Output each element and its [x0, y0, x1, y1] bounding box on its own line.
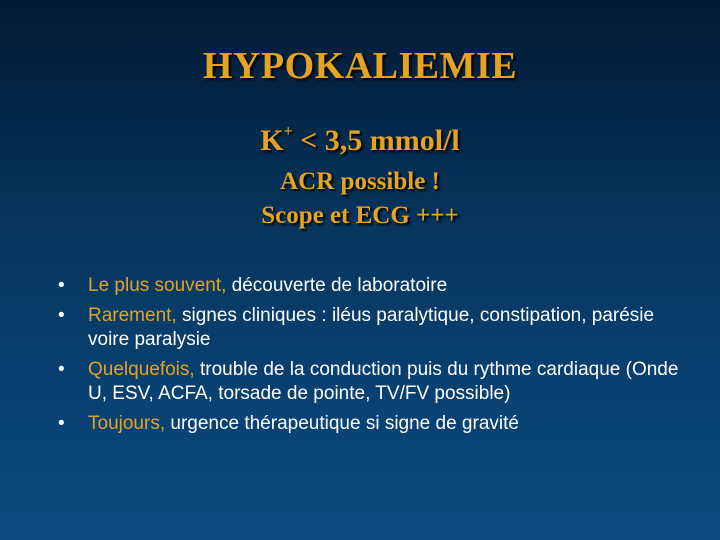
bullet-icon: • — [58, 275, 65, 296]
bullet-text: signes cliniques : iléus paralytique, constipation, parésie voire paralysie — [88, 305, 655, 350]
bullet-icon: • — [58, 359, 65, 380]
bullet-keyword: Rarement, — [88, 305, 177, 326]
slide-title: HYPOKALIEMIE — [202, 45, 518, 87]
bullet-text: trouble de la conduction puis du rythme cardiaque (Onde U, ESV, ACFA, torsade de pointe, TV/FV possible) — [88, 359, 679, 404]
formula-superscript: + — [283, 123, 293, 140]
list-item — [58, 412, 698, 436]
potassium-threshold — [0, 124, 720, 158]
bullet-keyword: Toujours, — [88, 413, 166, 434]
scope-ecg-line: Scope et ECG +++ — [261, 202, 459, 229]
bullet-list — [58, 274, 698, 442]
formula-prefix: K — [260, 124, 284, 157]
bullet-keyword: Quelquefois, — [88, 359, 195, 380]
bullet-text: urgence thérapeutique si signe de gravité — [165, 413, 519, 434]
bullet-icon: • — [58, 305, 65, 326]
list-item — [58, 304, 698, 352]
acr-warning: ACR possible ! — [280, 168, 440, 195]
list-item — [58, 358, 698, 406]
bullet-icon: • — [58, 413, 65, 434]
formula-suffix: < 3,5 mmol/l — [292, 124, 460, 157]
list-item — [58, 274, 698, 298]
bullet-keyword: Le plus souvent, — [88, 275, 227, 296]
bullet-text: découverte de laboratoire — [226, 275, 448, 296]
